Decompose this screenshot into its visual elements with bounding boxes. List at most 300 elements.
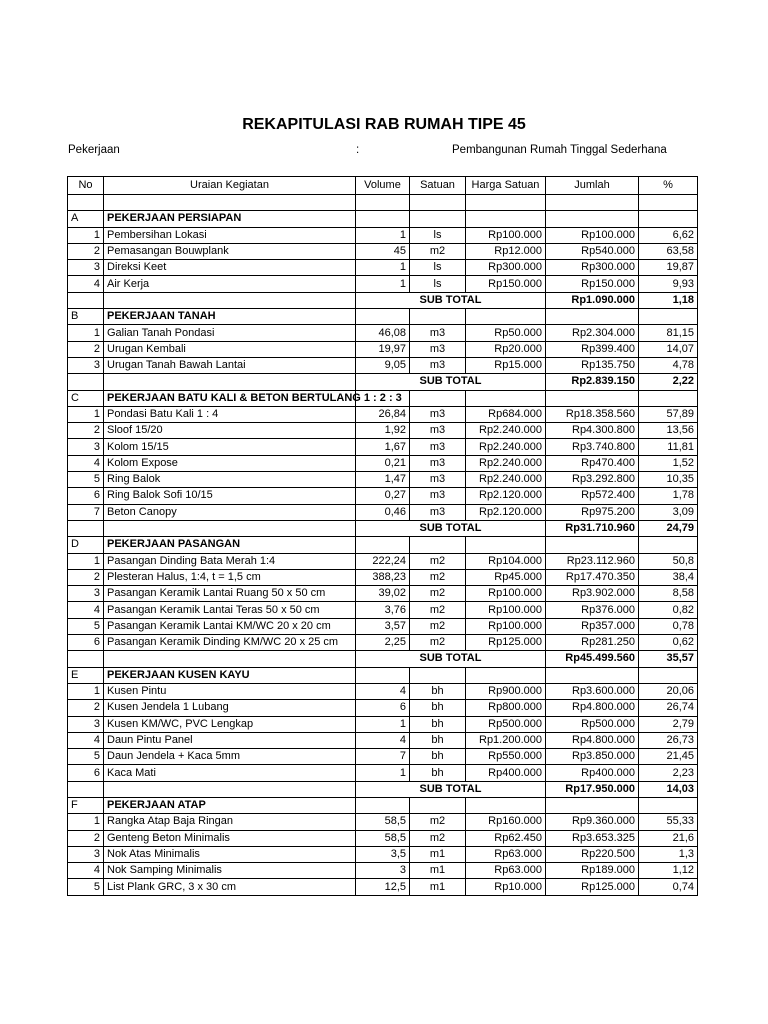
item-total: Rp220.500	[546, 846, 639, 862]
empty-cell	[466, 309, 546, 325]
subtotal-label: SUB TOTAL	[356, 520, 546, 536]
item-unit: m2	[410, 830, 466, 846]
subtotal-total: Rp2.839.150	[546, 374, 639, 390]
item-unit: m2	[410, 586, 466, 602]
empty-cell	[466, 667, 546, 683]
item-description: Ring Balok Sofi 10/15	[104, 488, 356, 504]
empty-cell	[104, 781, 356, 797]
item-no: 1	[68, 325, 104, 341]
item-unit-price: Rp125.000	[466, 635, 546, 651]
item-description: Rangka Atap Baja Ringan	[104, 814, 356, 830]
section-code: F	[68, 797, 104, 813]
subtotal-percent: 14,03	[639, 781, 698, 797]
empty-cell	[546, 211, 639, 227]
section-code: D	[68, 537, 104, 553]
item-total: Rp100.000	[546, 227, 639, 243]
empty-cell	[68, 651, 104, 667]
item-no: 4	[68, 863, 104, 879]
item-no: 4	[68, 455, 104, 471]
item-percent: 21,45	[639, 749, 698, 765]
subtotal-percent: 35,57	[639, 651, 698, 667]
item-unit-price: Rp100.000	[466, 618, 546, 634]
table-row	[68, 716, 698, 732]
item-no: 2	[68, 243, 104, 259]
item-unit-price: Rp550.000	[466, 749, 546, 765]
item-description: Kolom 15/15	[104, 439, 356, 455]
item-no: 3	[68, 260, 104, 276]
item-percent: 11,81	[639, 439, 698, 455]
item-unit-price: Rp800.000	[466, 700, 546, 716]
table-row	[68, 846, 698, 862]
item-percent: 8,58	[639, 586, 698, 602]
item-percent: 9,93	[639, 276, 698, 292]
item-unit-price: Rp15.000	[466, 357, 546, 373]
item-total: Rp2.304.000	[546, 325, 639, 341]
item-no: 5	[68, 879, 104, 895]
empty-cell	[410, 390, 466, 406]
item-unit-price: Rp12.000	[466, 243, 546, 259]
item-description: Nok Atas Minimalis	[104, 846, 356, 862]
item-volume: 7	[356, 749, 410, 765]
subtotal-label: SUB TOTAL	[356, 651, 546, 667]
item-no: 3	[68, 357, 104, 373]
header-volume: Volume	[356, 177, 410, 195]
table-row	[68, 602, 698, 618]
table-row	[68, 830, 698, 846]
item-total: Rp281.250	[546, 635, 639, 651]
table-row	[68, 439, 698, 455]
item-description: Plesteran Halus, 1:4, t = 1,5 cm	[104, 569, 356, 585]
subtotal-percent: 2,22	[639, 374, 698, 390]
item-unit-price: Rp104.000	[466, 553, 546, 569]
item-no: 3	[68, 439, 104, 455]
item-description: Pasangan Keramik Dinding KM/WC 20 x 25 cm	[104, 635, 356, 651]
item-description: List Plank GRC, 3 x 30 cm	[104, 879, 356, 895]
table-row	[68, 406, 698, 422]
empty-cell	[410, 667, 466, 683]
item-volume: 58,5	[356, 814, 410, 830]
item-volume: 1,92	[356, 423, 410, 439]
subtotal-label: SUB TOTAL	[356, 781, 546, 797]
item-unit-price: Rp900.000	[466, 683, 546, 699]
item-percent: 2,23	[639, 765, 698, 781]
item-description: Pemasangan Bouwplank	[104, 243, 356, 259]
item-total: Rp17.470.350	[546, 569, 639, 585]
empty-cell	[356, 797, 410, 813]
item-no: 7	[68, 504, 104, 520]
item-unit: bh	[410, 716, 466, 732]
table-row	[68, 814, 698, 830]
section-name: PEKERJAAN PERSIAPAN	[104, 211, 356, 227]
empty-cell	[410, 309, 466, 325]
item-unit: m3	[410, 439, 466, 455]
item-description: Pasangan Keramik Lantai KM/WC 20 x 20 cm	[104, 618, 356, 634]
item-unit-price: Rp150.000	[466, 276, 546, 292]
section-header-row	[68, 667, 698, 683]
item-percent: 2,79	[639, 716, 698, 732]
item-total: Rp3.740.800	[546, 439, 639, 455]
item-unit-price: Rp2.120.000	[466, 504, 546, 520]
item-unit: ls	[410, 227, 466, 243]
empty-cell	[466, 797, 546, 813]
empty-cell	[68, 520, 104, 536]
item-volume: 6	[356, 700, 410, 716]
item-total: Rp189.000	[546, 863, 639, 879]
item-unit: bh	[410, 683, 466, 699]
empty-cell	[356, 309, 410, 325]
item-unit: m2	[410, 553, 466, 569]
item-volume: 4	[356, 683, 410, 699]
item-percent: 4,78	[639, 357, 698, 373]
item-unit-price: Rp63.000	[466, 846, 546, 862]
item-total: Rp3.292.800	[546, 472, 639, 488]
item-unit: m3	[410, 341, 466, 357]
table-row	[68, 472, 698, 488]
item-unit: m1	[410, 863, 466, 879]
item-unit-price: Rp684.000	[466, 406, 546, 422]
empty-cell	[639, 390, 698, 406]
empty-cell	[68, 374, 104, 390]
item-volume: 3,57	[356, 618, 410, 634]
item-unit-price: Rp1.200.000	[466, 732, 546, 748]
item-no: 3	[68, 586, 104, 602]
subtotal-percent: 24,79	[639, 520, 698, 536]
empty-cell	[546, 390, 639, 406]
section-code: A	[68, 211, 104, 227]
empty-cell	[104, 520, 356, 536]
item-percent: 0,82	[639, 602, 698, 618]
item-description: Pondasi Batu Kali 1 : 4	[104, 406, 356, 422]
item-no: 1	[68, 683, 104, 699]
section-name: PEKERJAAN ATAP	[104, 797, 356, 813]
item-percent: 26,74	[639, 700, 698, 716]
item-total: Rp3.850.000	[546, 749, 639, 765]
empty-cell	[546, 667, 639, 683]
item-total: Rp357.000	[546, 618, 639, 634]
meta-label: Pekerjaan	[68, 144, 120, 156]
item-total: Rp23.112.960	[546, 553, 639, 569]
empty-cell	[410, 195, 466, 211]
item-volume: 26,84	[356, 406, 410, 422]
blank-row	[68, 195, 698, 211]
item-percent: 13,56	[639, 423, 698, 439]
item-total: Rp572.400	[546, 488, 639, 504]
header-satuan: Satuan	[410, 177, 466, 195]
table-body	[68, 195, 698, 896]
item-unit: bh	[410, 749, 466, 765]
item-description: Pasangan Keramik Lantai Ruang 50 x 50 cm	[104, 586, 356, 602]
table-row	[68, 357, 698, 373]
section-header-row	[68, 211, 698, 227]
empty-cell	[546, 797, 639, 813]
table-row	[68, 243, 698, 259]
item-no: 1	[68, 406, 104, 422]
item-percent: 20,06	[639, 683, 698, 699]
item-volume: 58,5	[356, 830, 410, 846]
header-no: No	[68, 177, 104, 195]
empty-cell	[104, 374, 356, 390]
section-header-row	[68, 309, 698, 325]
rab-table	[67, 176, 698, 896]
item-percent: 26,73	[639, 732, 698, 748]
item-unit: bh	[410, 732, 466, 748]
item-percent: 0,74	[639, 879, 698, 895]
table-row	[68, 276, 698, 292]
item-no: 1	[68, 227, 104, 243]
table-row	[68, 569, 698, 585]
item-unit: m1	[410, 846, 466, 862]
item-description: Nok Samping Minimalis	[104, 863, 356, 879]
item-total: Rp4.800.000	[546, 732, 639, 748]
empty-cell	[410, 537, 466, 553]
table-row	[68, 488, 698, 504]
item-no: 4	[68, 602, 104, 618]
section-header-row	[68, 537, 698, 553]
empty-cell	[466, 211, 546, 227]
item-unit-price: Rp500.000	[466, 716, 546, 732]
item-unit: m2	[410, 602, 466, 618]
item-total: Rp125.000	[546, 879, 639, 895]
item-no: 2	[68, 700, 104, 716]
item-description: Kusen Jendela 1 Lubang	[104, 700, 356, 716]
item-description: Ring Balok	[104, 472, 356, 488]
item-no: 3	[68, 716, 104, 732]
table-row	[68, 749, 698, 765]
item-unit-price: Rp45.000	[466, 569, 546, 585]
item-percent: 57,89	[639, 406, 698, 422]
item-volume: 1	[356, 260, 410, 276]
empty-cell	[546, 537, 639, 553]
item-description: Genteng Beton Minimalis	[104, 830, 356, 846]
meta-value: Pembangunan Rumah Tinggal Sederhana	[452, 144, 667, 156]
table-row	[68, 423, 698, 439]
item-total: Rp135.750	[546, 357, 639, 373]
item-unit-price: Rp2.240.000	[466, 439, 546, 455]
item-percent: 38,4	[639, 569, 698, 585]
item-unit: bh	[410, 765, 466, 781]
empty-cell	[546, 195, 639, 211]
item-percent: 0,62	[639, 635, 698, 651]
subtotal-row	[68, 651, 698, 667]
item-percent: 10,35	[639, 472, 698, 488]
item-percent: 55,33	[639, 814, 698, 830]
table-row	[68, 227, 698, 243]
subtotal-total: Rp45.499.560	[546, 651, 639, 667]
item-unit: m3	[410, 406, 466, 422]
item-description: Pasangan Keramik Lantai Teras 50 x 50 cm	[104, 602, 356, 618]
item-unit-price: Rp2.240.000	[466, 455, 546, 471]
item-volume: 222,24	[356, 553, 410, 569]
table-row	[68, 553, 698, 569]
empty-cell	[356, 537, 410, 553]
empty-cell	[356, 211, 410, 227]
item-no: 5	[68, 472, 104, 488]
table-row	[68, 504, 698, 520]
section-name: PEKERJAAN PASANGAN	[104, 537, 356, 553]
section-header-row	[68, 390, 698, 406]
item-no: 6	[68, 635, 104, 651]
item-volume: 0,46	[356, 504, 410, 520]
section-code: C	[68, 390, 104, 406]
empty-cell	[546, 309, 639, 325]
header-uraian: Uraian Kegiatan	[104, 177, 356, 195]
item-percent: 50,8	[639, 553, 698, 569]
empty-cell	[639, 195, 698, 211]
item-description: Daun Pintu Panel	[104, 732, 356, 748]
item-unit-price: Rp2.240.000	[466, 423, 546, 439]
subtotal-total: Rp17.950.000	[546, 781, 639, 797]
item-unit: ls	[410, 276, 466, 292]
table-row	[68, 732, 698, 748]
item-no: 2	[68, 569, 104, 585]
section-code: E	[68, 667, 104, 683]
empty-cell	[466, 195, 546, 211]
item-percent: 1,12	[639, 863, 698, 879]
item-description: Kusen Pintu	[104, 683, 356, 699]
table-row	[68, 341, 698, 357]
item-total: Rp4.300.800	[546, 423, 639, 439]
item-no: 2	[68, 341, 104, 357]
table-row	[68, 260, 698, 276]
empty-cell	[68, 292, 104, 308]
item-total: Rp9.360.000	[546, 814, 639, 830]
table-row	[68, 325, 698, 341]
item-volume: 1,67	[356, 439, 410, 455]
item-unit: m2	[410, 635, 466, 651]
item-volume: 388,23	[356, 569, 410, 585]
item-volume: 45	[356, 243, 410, 259]
item-percent: 1,78	[639, 488, 698, 504]
item-unit-price: Rp300.000	[466, 260, 546, 276]
item-unit: m2	[410, 243, 466, 259]
item-percent: 3,09	[639, 504, 698, 520]
item-description: Urugan Kembali	[104, 341, 356, 357]
empty-cell	[104, 292, 356, 308]
item-percent: 0,78	[639, 618, 698, 634]
empty-cell	[410, 797, 466, 813]
section-header-row	[68, 797, 698, 813]
empty-cell	[639, 537, 698, 553]
item-total: Rp500.000	[546, 716, 639, 732]
item-unit-price: Rp2.120.000	[466, 488, 546, 504]
subtotal-label: SUB TOTAL	[356, 374, 546, 390]
item-unit-price: Rp100.000	[466, 586, 546, 602]
empty-cell	[356, 195, 410, 211]
subtotal-total: Rp1.090.000	[546, 292, 639, 308]
table-row	[68, 586, 698, 602]
item-total: Rp18.358.560	[546, 406, 639, 422]
header-harga-satuan: Harga Satuan	[466, 177, 546, 195]
subtotal-row	[68, 781, 698, 797]
item-unit: m2	[410, 814, 466, 830]
empty-cell	[639, 211, 698, 227]
table-row	[68, 700, 698, 716]
item-no: 6	[68, 488, 104, 504]
header-jumlah: Jumlah	[546, 177, 639, 195]
item-percent: 81,15	[639, 325, 698, 341]
item-total: Rp150.000	[546, 276, 639, 292]
item-total: Rp300.000	[546, 260, 639, 276]
item-no: 2	[68, 830, 104, 846]
table-row	[68, 455, 698, 471]
item-description: Galian Tanah Pondasi	[104, 325, 356, 341]
empty-cell	[410, 211, 466, 227]
item-volume: 12,5	[356, 879, 410, 895]
item-unit: ls	[410, 260, 466, 276]
item-unit-price: Rp62.450	[466, 830, 546, 846]
item-volume: 3,76	[356, 602, 410, 618]
empty-cell	[639, 309, 698, 325]
item-unit-price: Rp160.000	[466, 814, 546, 830]
item-volume: 1	[356, 716, 410, 732]
empty-cell	[68, 195, 104, 211]
item-total: Rp400.000	[546, 765, 639, 781]
item-unit-price: Rp400.000	[466, 765, 546, 781]
item-volume: 1	[356, 276, 410, 292]
table-row	[68, 618, 698, 634]
item-percent: 1,52	[639, 455, 698, 471]
item-volume: 1,47	[356, 472, 410, 488]
empty-cell	[639, 667, 698, 683]
item-total: Rp3.902.000	[546, 586, 639, 602]
item-volume: 3	[356, 863, 410, 879]
item-no: 1	[68, 814, 104, 830]
item-unit-price: Rp100.000	[466, 227, 546, 243]
item-volume: 9,05	[356, 357, 410, 373]
item-volume: 2,25	[356, 635, 410, 651]
item-unit-price: Rp50.000	[466, 325, 546, 341]
item-total: Rp399.400	[546, 341, 639, 357]
item-description: Kolom Expose	[104, 455, 356, 471]
item-total: Rp975.200	[546, 504, 639, 520]
item-percent: 14,07	[639, 341, 698, 357]
item-no: 6	[68, 765, 104, 781]
item-percent: 21,6	[639, 830, 698, 846]
subtotal-total: Rp31.710.960	[546, 520, 639, 536]
item-unit: m2	[410, 618, 466, 634]
table-row	[68, 879, 698, 895]
table-row	[68, 635, 698, 651]
item-unit: m3	[410, 455, 466, 471]
empty-cell	[639, 797, 698, 813]
item-volume: 3,5	[356, 846, 410, 862]
item-total: Rp470.400	[546, 455, 639, 471]
item-unit-price: Rp20.000	[466, 341, 546, 357]
table-row	[68, 863, 698, 879]
item-volume: 4	[356, 732, 410, 748]
table-row	[68, 765, 698, 781]
item-unit-price: Rp2.240.000	[466, 472, 546, 488]
item-description: Urugan Tanah Bawah Lantai	[104, 357, 356, 373]
item-percent: 63,58	[639, 243, 698, 259]
item-unit: bh	[410, 700, 466, 716]
item-description: Kusen KM/WC, PVC Lengkap	[104, 716, 356, 732]
empty-cell	[104, 195, 356, 211]
item-total: Rp540.000	[546, 243, 639, 259]
section-name: PEKERJAAN BATU KALI & BETON BERTULANG 1 : 2 : 3	[104, 390, 356, 406]
item-no: 3	[68, 846, 104, 862]
item-no: 2	[68, 423, 104, 439]
item-unit-price: Rp100.000	[466, 602, 546, 618]
item-description: Kaca Mati	[104, 765, 356, 781]
page-title: REKAPITULASI RAB RUMAH TIPE 45	[242, 116, 526, 133]
item-unit-price: Rp10.000	[466, 879, 546, 895]
meta-colon: :	[356, 144, 360, 156]
item-volume: 1	[356, 227, 410, 243]
empty-cell	[466, 537, 546, 553]
item-description: Air Kerja	[104, 276, 356, 292]
item-volume: 19,97	[356, 341, 410, 357]
